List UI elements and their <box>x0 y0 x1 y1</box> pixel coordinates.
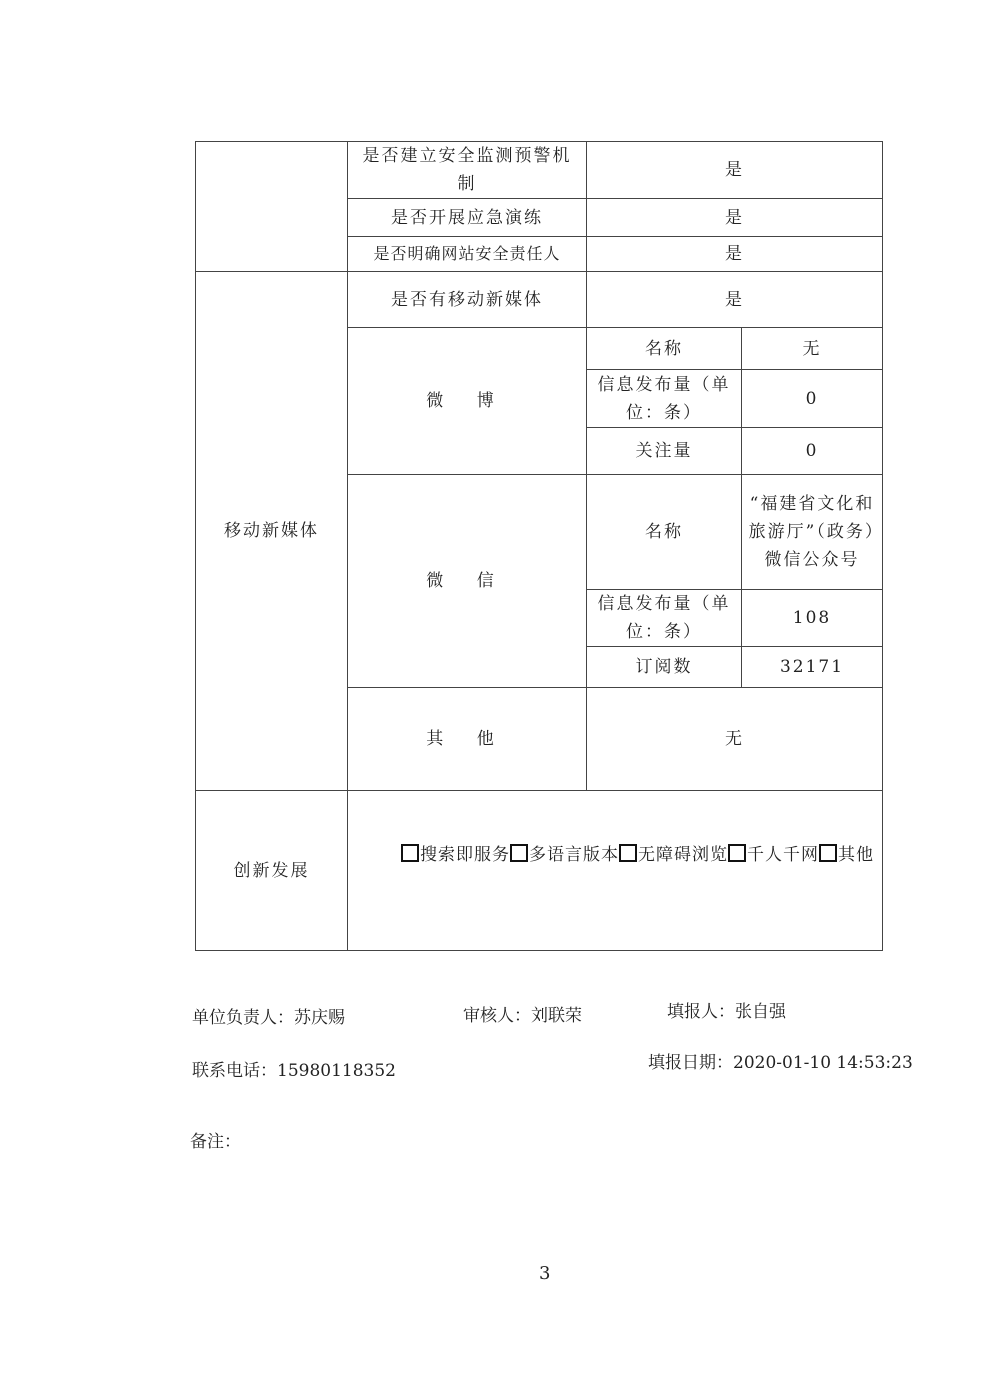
weibo-name-label: 名称 <box>587 328 742 370</box>
empty-section-cell <box>196 142 348 272</box>
mobile-section-label: 移动新媒体 <box>196 272 348 791</box>
other-label: 其 他 <box>348 688 587 791</box>
wechat-name-label: 名称 <box>587 475 742 590</box>
responsible-label: 是否明确网站安全责任人 <box>348 237 587 272</box>
has-mobile-label: 是否有移动新媒体 <box>348 272 587 328</box>
wechat-subs-label: 订阅数 <box>587 647 742 688</box>
weibo-name-value: 无 <box>742 328 883 370</box>
security-monitoring-value: 是 <box>587 142 883 199</box>
option-multilingual[interactable]: 多语言版本 <box>510 845 619 865</box>
option-other[interactable]: 其他 <box>819 845 874 865</box>
contact-phone: 联系电话：15980118352 <box>192 1061 396 1081</box>
checkbox-icon[interactable] <box>619 844 637 862</box>
security-monitoring-label: 是否建立安全监测预警机制 <box>348 142 587 199</box>
fill-date: 填报日期：2020-01-10 14:53:23 <box>648 1053 913 1073</box>
reviewer: 审核人：刘联荣 <box>463 1006 582 1026</box>
report-table <box>195 141 883 951</box>
page-number: 3 <box>539 1263 551 1284</box>
option-personalized[interactable]: 千人千网 <box>728 845 819 865</box>
remark: 备注： <box>190 1132 241 1152</box>
unit-head: 单位负责人：苏庆赐 <box>192 1008 345 1028</box>
wechat-subs-value: 32171 <box>742 647 883 688</box>
responsible-value: 是 <box>587 237 883 272</box>
weibo-posts-label: 信息发布量（单位：条） <box>587 370 742 428</box>
checkbox-icon[interactable] <box>401 844 419 862</box>
drill-value: 是 <box>587 199 883 237</box>
drill-label: 是否开展应急演练 <box>348 199 587 237</box>
checkbox-icon[interactable] <box>728 844 746 862</box>
weibo-label: 微 博 <box>348 328 587 475</box>
wechat-posts-value: 108 <box>742 590 883 647</box>
weibo-posts-value: 0 <box>742 370 883 428</box>
filler: 填报人：张自强 <box>667 1002 786 1022</box>
wechat-name-value: “福建省文化和旅游厅”（政务）微信公众号 <box>742 475 883 590</box>
option-accessibility[interactable]: 无障碍浏览 <box>619 845 728 865</box>
has-mobile-value: 是 <box>587 272 883 328</box>
checkbox-icon[interactable] <box>510 844 528 862</box>
checkbox-icon[interactable] <box>819 844 837 862</box>
innovation-options <box>348 791 883 951</box>
wechat-label: 微 信 <box>348 475 587 688</box>
other-value: 无 <box>587 688 883 791</box>
weibo-followers-label: 关注量 <box>587 428 742 475</box>
innovation-label: 创新发展 <box>196 791 348 951</box>
option-search-service[interactable]: 搜索即服务 <box>401 845 510 865</box>
wechat-posts-label: 信息发布量（单位：条） <box>587 590 742 647</box>
weibo-followers-value: 0 <box>742 428 883 475</box>
